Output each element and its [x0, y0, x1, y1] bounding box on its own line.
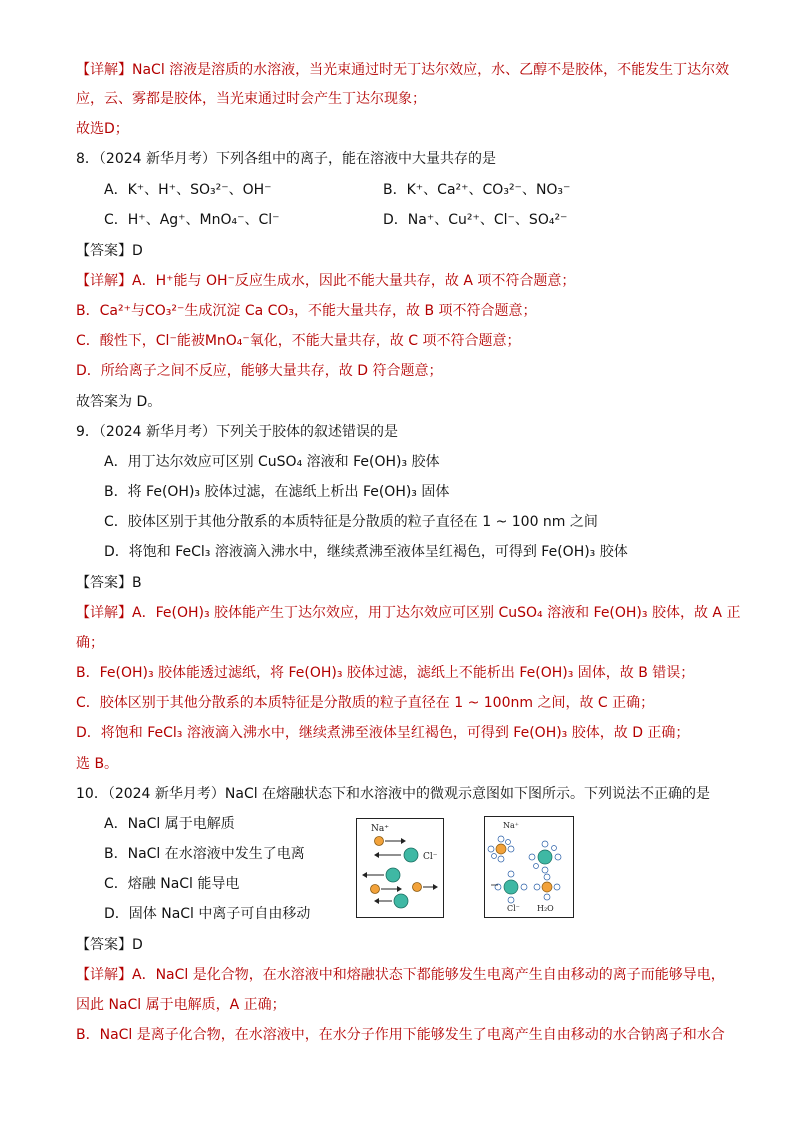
explain-line: D．所给离子之间不反应，能够大量共存，故 D 符合题意；: [76, 363, 443, 379]
cl-ion-label: Cl⁻: [423, 852, 438, 862]
explain-line: 故答案为 D。: [76, 394, 162, 410]
cl-ion-label: Cl⁻: [507, 904, 520, 913]
option-10a: A．NaCl 属于电解质: [104, 816, 235, 832]
hydrated-ions-svg: [485, 817, 573, 917]
explain-line: 【详解】A．H⁺能与 OH⁻反应生成水，因此不能大量共存，故 A 项不符合题意；: [76, 273, 576, 289]
explain-line: 因此 NaCl 属于电解质，A 正确；: [76, 997, 286, 1013]
question-10: 10．（2024 新华月考）NaCl 在熔融状态下和水溶液中的微观示意图如下图所示。下列说法不正确的是: [76, 786, 711, 802]
explain-line: 选 B。: [76, 756, 119, 772]
option-8d: D．Na⁺、Cu²⁺、Cl⁻、SO₄²⁻: [383, 212, 568, 228]
explain-line: B．Fe(OH)₃ 胶体能透过滤纸，将 Fe(OH)₃ 胶体过滤，滤纸上不能析出 Fe(OH)₃ 固体，故 B 错误；: [76, 665, 695, 681]
option-9d: D．将饱和 FeCl₃ 溶液滴入沸水中，继续煮沸至液体呈红褐色，可得到 Fe(OH)₃ 胶体: [104, 544, 628, 560]
aqueous-nacl-figure: [484, 816, 574, 918]
explain-line: C．胶体区别于其他分散系的本质特征是分散质的粒子直径在 1 ~ 100nm 之间，故 C 正确；: [76, 695, 655, 711]
option-8b: B．K⁺、Ca²⁺、CO₃²⁻、NO₃⁻: [383, 182, 571, 198]
text-line: 【详解】NaCl 溶液是溶质的水溶液，当光束通过时无丁达尔效应，水、乙醇不是胶体，不能发生丁达尔效: [76, 62, 730, 78]
option-8a: A．K⁺、H⁺、SO₃²⁻、OH⁻: [104, 182, 272, 198]
option-8c: C．H⁺、Ag⁺、MnO₄⁻、Cl⁻: [104, 212, 280, 228]
option-9a: A．用丁达尔效应可区别 CuSO₄ 溶液和 Fe(OH)₃ 胶体: [104, 454, 440, 470]
explain-line: 【详解】A．Fe(OH)₃ 胶体能产生丁达尔效应，用丁达尔效应可区别 CuSO₄ 溶液和 Fe(OH)₃ 胶体，故 A 正: [76, 605, 741, 621]
na-ion-label: Na⁺: [371, 824, 389, 834]
option-10b: B．NaCl 在水溶液中发生了电离: [104, 846, 305, 862]
molten-ions-svg: [357, 819, 443, 917]
na-ion-label: Na⁺: [503, 821, 519, 830]
text-line: 应，云、雾都是胶体，当光束通过时会产生丁达尔现象；: [76, 91, 426, 107]
explain-line: 【详解】A．NaCl 是化合物，在水溶液中和熔融状态下都能够发生电离产生自由移动的离子而能够导电，: [76, 967, 725, 983]
explain-line: B．Ca²⁺与CO₃²⁻生成沉淀 Ca CO₃，不能大量共存，故 B 项不符合题意；: [76, 303, 537, 319]
question-9: 9．（2024 新华月考）下列关于胶体的叙述错误的是: [76, 424, 398, 440]
option-10d: D．固体 NaCl 中离子可自由移动: [104, 906, 311, 922]
option-9c: C．胶体区别于其他分散系的本质特征是分散质的粒子直径在 1 ~ 100 nm 之间: [104, 514, 598, 530]
text-line: 故选D；: [76, 121, 129, 137]
option-9b: B．将 Fe(OH)₃ 胶体过滤，在滤纸上析出 Fe(OH)₃ 固体: [104, 484, 450, 500]
explain-line: D．将饱和 FeCl₃ 溶液滴入沸水中，继续煮沸至液体呈红褐色，可得到 Fe(OH)₃ 胶体，故 D 正确；: [76, 725, 690, 741]
explain-line: 确；: [76, 635, 104, 651]
question-8: 8．（2024 新华月考）下列各组中的离子，能在溶液中大量共存的是: [76, 151, 496, 167]
molten-nacl-figure: [356, 818, 444, 918]
option-10c: C．熔融 NaCl 能导电: [104, 876, 240, 892]
water-label: H₂O: [537, 904, 554, 913]
answer-10: 【答案】D: [76, 937, 143, 953]
answer-9: 【答案】B: [76, 575, 142, 591]
explain-line: B．NaCl 是离子化合物，在水溶液中，在水分子作用下能够发生了电离产生自由移动的水合钠离子和水合: [76, 1027, 725, 1043]
explain-line: C．酸性下，Cl⁻能被MnO₄⁻氧化，不能大量共存，故 C 项不符合题意；: [76, 333, 521, 349]
answer-8: 【答案】D: [76, 243, 143, 259]
